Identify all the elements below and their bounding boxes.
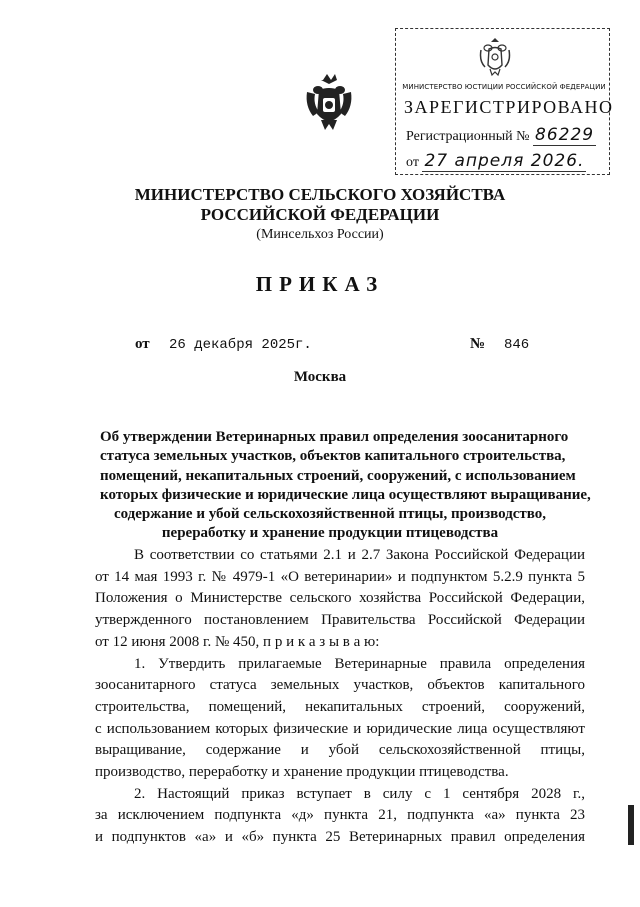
ministry-header — [0, 185, 640, 245]
registration-stamp — [395, 28, 614, 175]
body-line: 2. Настоящий приказ вступает в силу с 1 сентября 2028 г., — [134, 785, 585, 802]
body-line-part: от 12 июня 2008 г. № 450, — [95, 633, 260, 650]
order-title-line: содержание и убой сельскохозяйственной птицы, производство, — [113, 506, 547, 523]
coat-of-arms-emblem — [303, 72, 355, 134]
stamp-date-label: от — [406, 155, 419, 170]
order-title-line: которых физические и юридические лица осуществляют выращивание, — [100, 486, 591, 503]
body-line: выращивание, содержание и убой сельскохозяйственной птицы, — [95, 742, 585, 759]
body-line: с использованием которых физические и юридические лица осуществляют — [95, 720, 585, 737]
body-line: зоосанитарного статуса земельных участков, объектов капитального — [95, 677, 585, 694]
order-number-label: № — [470, 336, 486, 352]
order-date-label: от — [135, 336, 150, 352]
body-line — [95, 632, 585, 654]
body-line: и подпунктов «а» и «б» пункта 25 Ветеринарных правил определения — [95, 829, 585, 846]
order-formula: п р и к а з ы в а ю: — [263, 633, 380, 650]
scan-edge-mark — [628, 805, 634, 845]
order-title-line: помещений, некапитальных строений, сооружений, с использованием — [100, 467, 576, 484]
stamp-registered-label: ЗАРЕГИСТРИРОВАНО — [404, 97, 614, 117]
order-date: 26 декабря 2025г. — [169, 337, 312, 353]
stamp-ministry-line: МИНИСТЕРСТВО ЮСТИЦИИ РОССИЙСКОЙ ФЕДЕРАЦИИ — [402, 83, 606, 91]
ministry-short-name: (Минсельхоз России) — [256, 227, 384, 242]
ministry-name-line2: РОССИЙСКОЙ ФЕДЕРАЦИИ — [200, 205, 440, 224]
body-line: от 14 мая 1993 г. № 4979-1 «О ветеринарии» и подпунктом 5.2.9 пункта 5 — [95, 568, 585, 585]
stamp-handwritten-date: 27 апреля 2026. — [424, 151, 585, 171]
order-title — [100, 428, 591, 544]
stamp-date-row — [406, 151, 586, 171]
stamp-coat-of-arms-icon — [478, 37, 512, 77]
order-number: 846 — [504, 337, 530, 353]
body-line: 1. Утвердить прилагаемые Ветеринарные правила определения — [134, 655, 585, 672]
order-title-line: переработку и хранение продукции птицеводства — [161, 525, 499, 542]
ministry-name-line1: МИНИСТЕРСТВО СЕЛЬСКОГО ХОЗЯЙСТВА — [134, 185, 506, 204]
body-line: строительства, помещений, некапитальных строений, сооружений, — [95, 698, 585, 715]
body-line: за исключением подпункта «д» пункта 21, подпункта «а» пункта 23 — [95, 807, 585, 824]
city-name: Москва — [293, 369, 347, 385]
stamp-registration-number: 86229 — [535, 125, 595, 145]
body-line: утвержденного постановлением Правительства Российской Федерации — [95, 612, 585, 629]
order-title-line: Об утверждении Ветеринарных правил определения зоосанитарного — [100, 429, 569, 445]
body-line: производство, переработку и хранение продукции птицеводства. — [95, 764, 509, 781]
body-line: В соответствии со статьями 2.1 и 2.7 Закона Российской Федерации — [134, 547, 585, 563]
order-title-line: статуса земельных участков, объектов капитального строительства, — [100, 448, 566, 465]
body-line: Положения о Министерстве сельского хозяйства Российской Федерации, — [95, 590, 585, 607]
order-body-text — [95, 545, 585, 849]
stamp-registration-number-row — [406, 125, 596, 145]
stamp-registration-number-label: Регистрационный № — [406, 129, 530, 144]
document-type-title: ПРИКАЗ — [255, 272, 385, 296]
